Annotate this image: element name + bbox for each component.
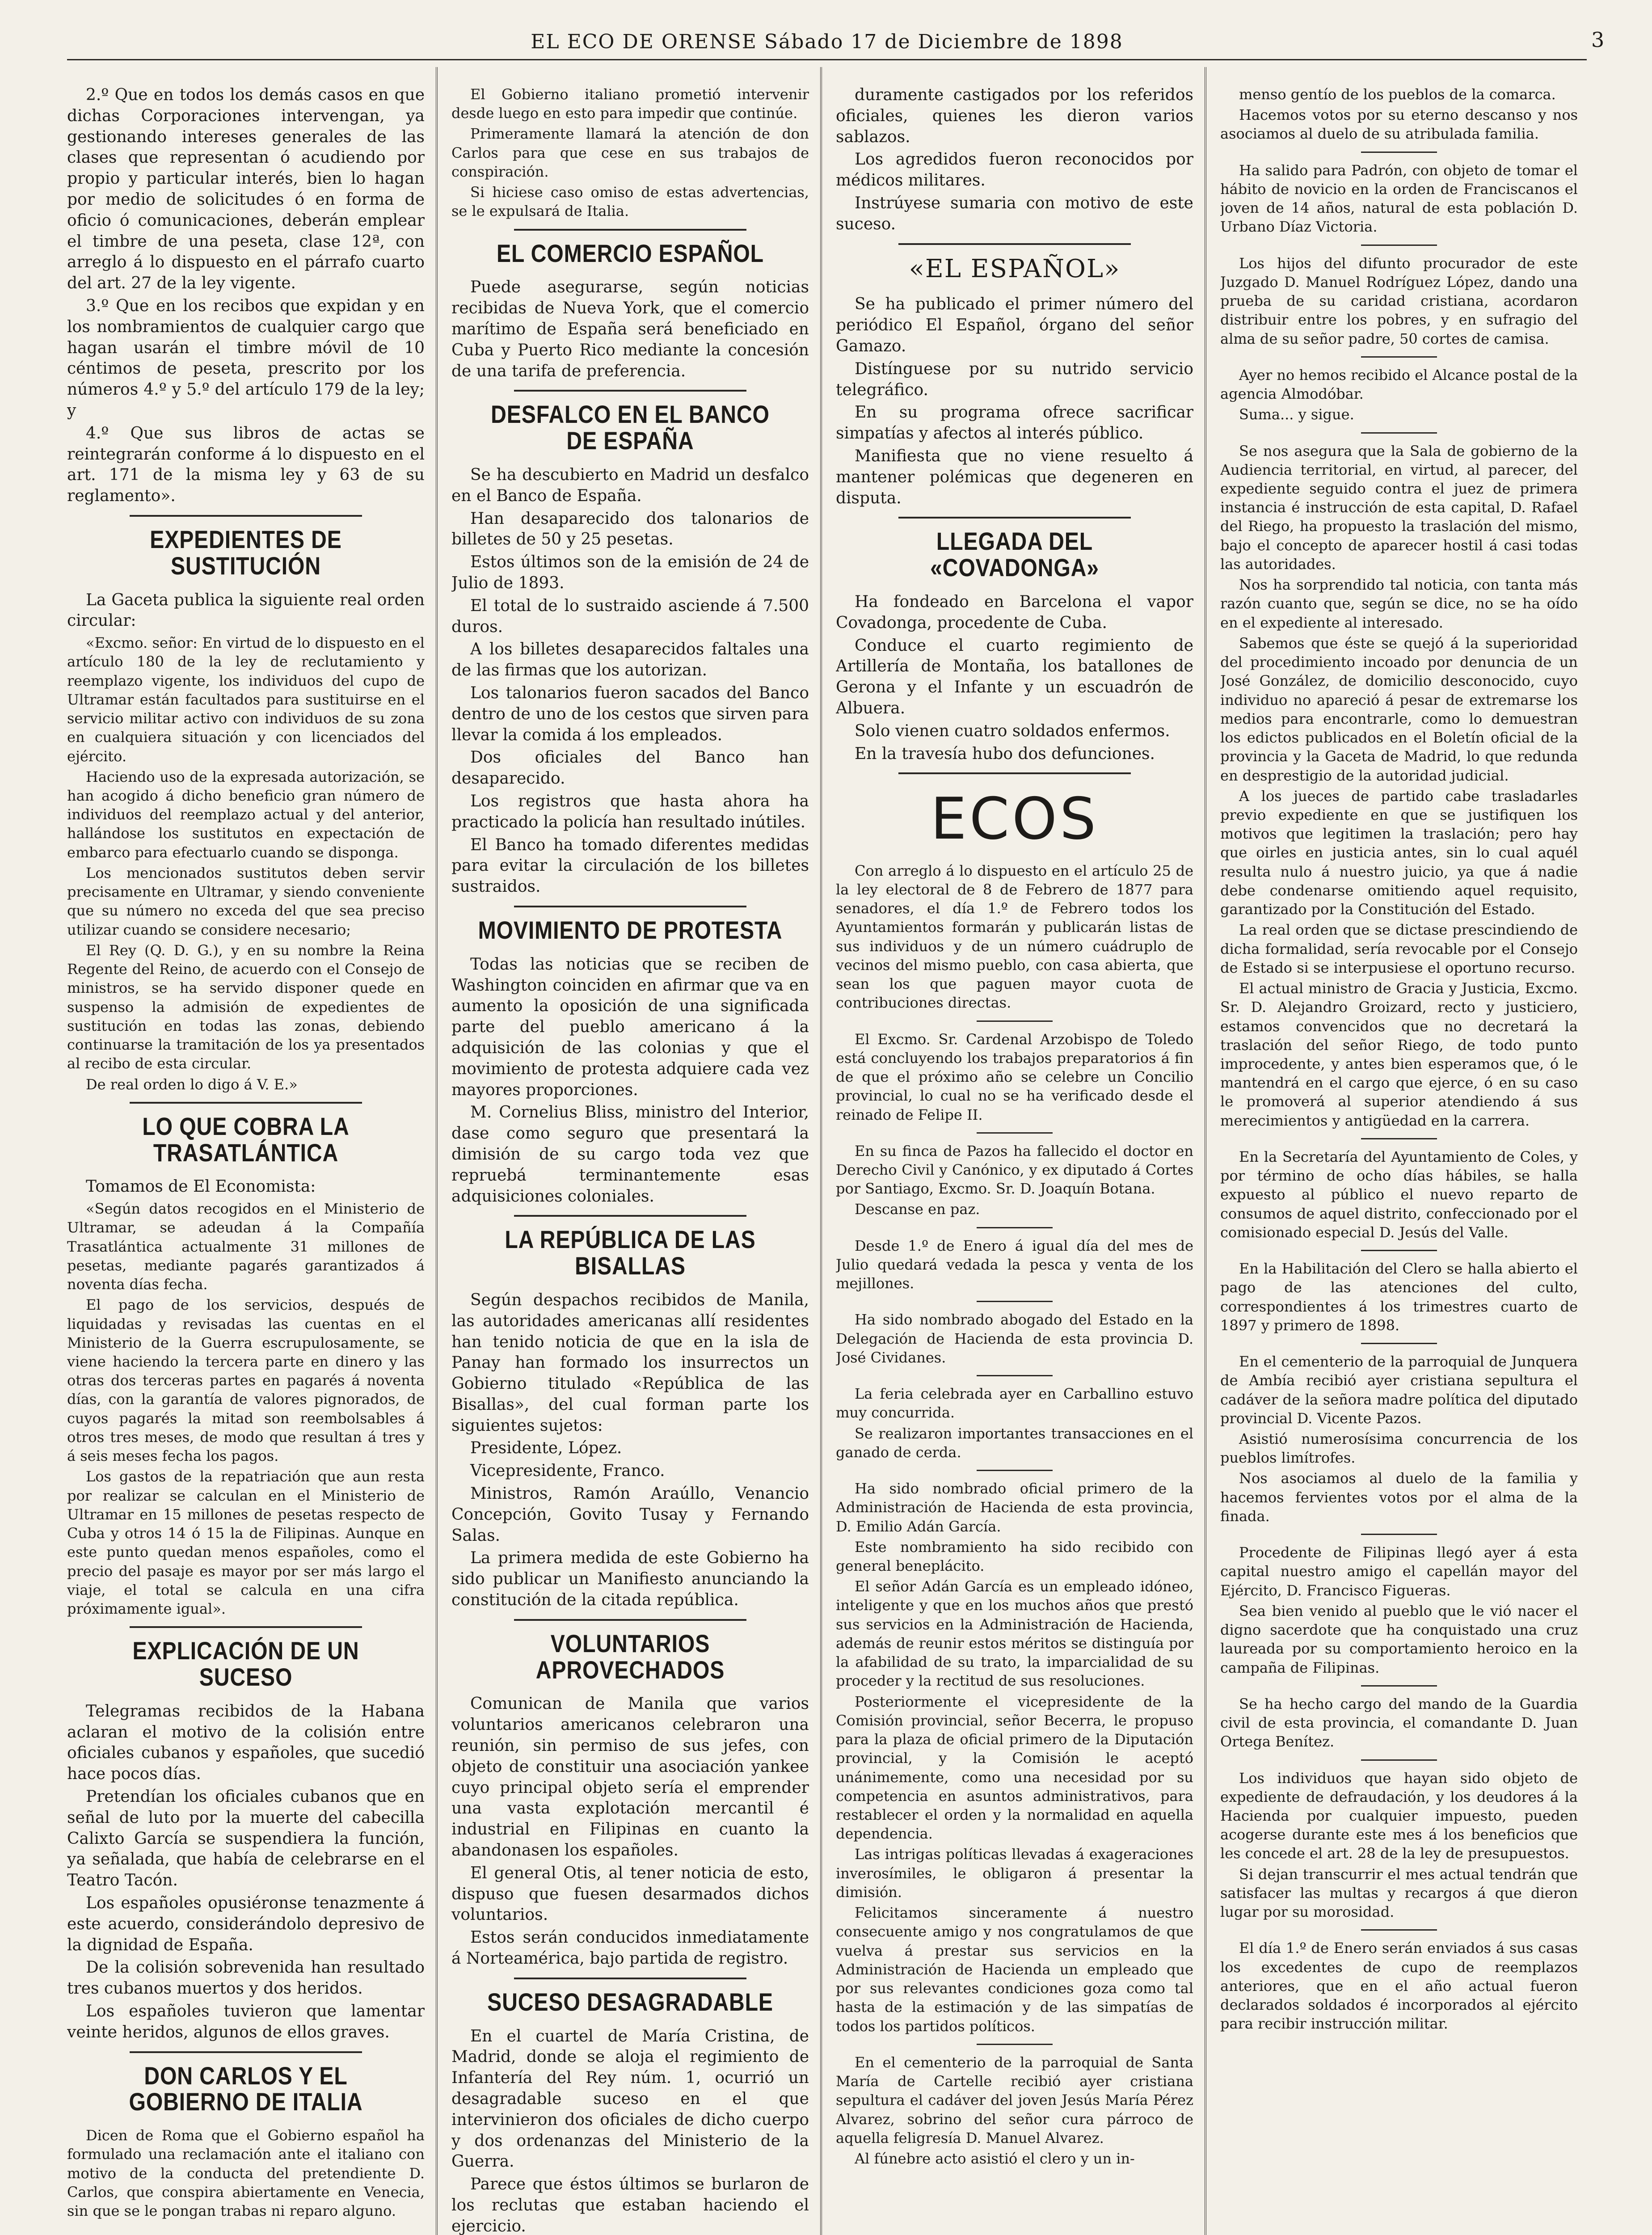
paragraph: Haciendo uso de la expresada autorización, se han acogido á dicho beneficio gran número de individuos del reemplazo actual y del anterior, hallándose los sustitutos en expectación de embarco para efectuarlo cuando se disponga. [67, 768, 425, 861]
paragraph: 2.º Que en todos los demás casos en que dichas Corporaciones intervengan, ya gestionando intereses generales de las clases que representan ó acudiendo por propio y particular interés, bien lo hagan por medio de solicitudes ó en forma de oficio ó comunicaciones, deberán emplear el timbre de una peseta, clase 12ª, con arreglo á lo dispuesto en el párrafo cuarto del art. 27 de la ley vigente. [67, 86, 425, 293]
column-divider [1205, 67, 1206, 2235]
paragraph: Ministros, Ramón Araúllo, Venancio Concepción, Govito Tusay y Fernando Salas. [451, 1484, 809, 1545]
divider [977, 1227, 1053, 1228]
divider [130, 515, 362, 517]
paragraph: Descanse en paz. [855, 1201, 980, 1218]
paragraph: En el cementerio de la parroquial de Santa María de Cartelle recibió ayer cristiana sepultura el cadáver del joven Jesús María Pérez Alvarez, sobrino del señor cura párroco de aquella feligresía D. Manuel Alvarez. [836, 2054, 1193, 2146]
paragraph: Nos asociamos al duelo de la familia y hacemos fervientes votos por el alma de la finada. [1220, 1470, 1578, 1525]
paragraph: Todas las noticias que se reciben de Washington coinciden en afirmar que va en aumento la oposición de una significada parte del pueblo americano á la adquisición de las colonias y que el movimiento de protesta adquiere cada vez mayores proporciones. [451, 955, 809, 1099]
column-1 [67, 85, 425, 2235]
paragraph: De real orden lo digo á V. E.» [86, 1075, 298, 1093]
divider [1361, 1534, 1437, 1535]
paragraph: En la Habilitación del Clero se halla abierto el pago de las atenciones del culto, correspondientes á los trimestres cuarto de 1897 y primero de 1898. [1220, 1260, 1578, 1334]
paragraph: Según despachos recibidos de Manila, las autoridades americanas allí residentes han tenido noticia de que en la isla de Panay han formado los insurrectos un Gobierno titulado «República de las Bisallas», del cual forman parte los siguientes sujetos: [451, 1290, 809, 1435]
paragraph: La Gaceta publica la siguiente real orden circular: [67, 590, 425, 630]
paragraph: «Excmo. señor: En virtud de lo dispuesto en el artículo 180 de la ley de reclutamiento y reemplazo vigente, los individuos del cupo de Ultramar están facultados para sustituirse en el servicio militar activo con individuos de su zona en cualquiera situación y con licenciados del ejército. [67, 634, 425, 765]
paragraph: Este nombramiento ha sido recibido con general beneplácito. [836, 1538, 1193, 1574]
divider [514, 229, 746, 231]
paragraph: Distínguese por su nutrido servicio telegráfico. [836, 359, 1193, 399]
paragraph: Los gastos de la repatriación que aun resta por realizar se calculan en el Ministerio de Ultramar en 15 millones de pesetas respecto de Cuba y otros 14 ó 15 la de Filipinas. Aunque en este punto quedan menos españoles, como el precio del pasaje es mayor por ser más largo el viaje, el total se calcula en una cifra próximamente igual». [67, 1468, 425, 1618]
paragraph: Las intrigas políticas llevadas á exageraciones inverosímiles, le obligaron á presentar la dimisión. [836, 1846, 1193, 1901]
divider [130, 2051, 362, 2053]
divider [1361, 245, 1437, 246]
headline-comercio: EL COMERCIO ESPAÑOL [497, 239, 764, 267]
divider [1361, 1759, 1437, 1761]
paragraph: La feria celebrada ayer en Carballino estuvo muy concurrida. [836, 1385, 1193, 1421]
paragraph: En la Secretaría del Ayuntamiento de Coles, y por término de ocho días hábiles, se halla expuesto al público el nuevo reparto de consumos de aquel distrito, confeccionado por el comisionado especial D. Jesús del Valle. [1220, 1148, 1578, 1241]
divider [1361, 1250, 1437, 1251]
masthead-rule [67, 59, 1587, 60]
divider [1361, 1138, 1437, 1139]
paragraph: De la colisión sobrevenida han resultado tres cubanos muertos y dos heridos. [67, 1958, 425, 1998]
paragraph: Se ha descubierto en Madrid un desfalco en el Banco de España. [451, 466, 809, 505]
paragraph: Vicepresidente, Franco. [470, 1462, 665, 1480]
divider [1361, 432, 1437, 434]
headline-el-espanol: «EL ESPAÑOL» [909, 254, 1121, 283]
paragraph: Sabemos que éste se quejó á la superioridad del procedimiento incoado por denuncia de un José González, de domicilio desconocido, cuyo individuo no apareció á pesar de extremarse los medios para encontrarle, como lo demuestran los edictos publicados en el Boletín oficial de la provincia y la Gaceta de Madrid, lo que redunda en desprestigio de la autoridad judicial. [1220, 634, 1578, 784]
paragraph: Conduce el cuarto regimiento de Artillería de Montaña, los batallones de Gerona y el Infante y un escuadrón de Albuera. [836, 636, 1193, 717]
paragraph: Han desaparecido dos talonarios de billetes de 50 y 25 pesetas. [451, 509, 809, 549]
paragraph: Ayer no hemos recibido el Alcance postal de la agencia Almodóbar. [1220, 366, 1578, 403]
divider [977, 1021, 1053, 1022]
paragraph: Los españoles opusiéronse tenazmente á este acuerdo, considerándolo depresivo de la dignidad de España. [67, 1894, 425, 1954]
paragraph: Puede asegurarse, según noticias recibidas de Nueva York, que el comercio marítimo de España será beneficiado en Cuba y Puerto Rico mediante la concesión de una tarifa de preferencia. [451, 278, 809, 380]
paragraph: El señor Adán García es un empleado idóneo, inteligente y que en los muchos años que prestó sus servicios en la Administración de Hacienda, además de reunir estos méritos se distinguía por la afabilidad de su trato, la imparcialidad de su proceder y la rectitud de sus resoluciones. [836, 1578, 1193, 1690]
divider [898, 772, 1131, 774]
paragraph: Primeramente llamará la atención de don Carlos para que cese en sus trabajos de conspiración. [451, 125, 809, 180]
paragraph: Estos serán conducidos inmediatamente á Norteamérica, bajo partida de registro. [451, 1928, 809, 1968]
paragraph: El Rey (Q. D. G.), y en su nombre la Reina Regente del Reino, de acuerdo con el Consejo de ministros, se ha servido disponer quede en suspenso la admisión de expedientes de sustitución en todas las zonas, debiendo continuarse la tramitación de los ya presentados al recibo de esta circular. [67, 941, 425, 1072]
paragraph: «Según datos recogidos en el Ministerio de Ultramar, se adeudan á la Compañía Trasatlántica actualmente 31 millones de pesetas, mediante pagarés garantizados á noventa días fecha. [67, 1200, 425, 1293]
divider [1361, 1685, 1437, 1687]
paragraph: Dicen de Roma que el Gobierno español ha formulado una reclamación ante el italiano con motivo de la conducta del pretendiente D. Carlos, que conspira abiertamente en Venecia, sin que se le pongan trabas ni reparo alguno. [67, 2127, 425, 2220]
paragraph: Asistió numerosísima concurrencia de los pueblos limítrofes. [1220, 1430, 1578, 1467]
paragraph: M. Cornelius Bliss, ministro del Interior, dase como seguro que presentará la dimisión de su cargo toda vez que repruebá terminantemente esas adquisiciones coloniales. [451, 1103, 809, 1206]
paragraph: duramente castigados por los referidos oficiales, quienes les dieron varios sablazos. [836, 86, 1193, 146]
paragraph: Si hiciese caso omiso de estas advertencias, se le expulsará de Italia. [451, 184, 809, 220]
paragraph: Presidente, López. [470, 1439, 622, 1458]
paragraph: En la travesía hubo dos defunciones. [855, 744, 1155, 763]
paragraph: 4.º Que sus libros de actas se reintegrarán conforme á lo dispuesto en el art. 171 de la misma ley y 63 de su reglamento». [67, 424, 425, 506]
divider [514, 1619, 746, 1621]
paragraph: Los españoles tuvieron que lamentar veinte heridos, algunos de ellos graves. [67, 2002, 425, 2041]
headline-movimiento: MOVIMIENTO DE PROTESTA [478, 915, 783, 944]
paragraph: Ha fondeado en Barcelona el vapor Covadonga, procedente de Cuba. [836, 592, 1193, 632]
paragraph: Pretendían los oficiales cubanos que en señal de luto por la muerte del cabecilla Calixto García se suspendiera la función, ya señalada, que había de celebrarse en el Teatro Tacón. [67, 1788, 425, 1890]
divider [977, 1470, 1053, 1471]
paragraph: Manifiesta que no viene resuelto á mantener polémicas que degeneren en disputa. [836, 447, 1193, 507]
divider [898, 517, 1131, 519]
divider [1361, 1343, 1437, 1344]
divider [977, 1301, 1053, 1302]
paragraph: Hacemos votos por su eterno descanso y nos asociamos al duelo de su atribulada familia. [1220, 106, 1578, 143]
paragraph: Ha sido nombrado oficial primero de la Administración de Hacienda de esta provincia, D. Emilio Adán García. [836, 1480, 1193, 1535]
headline-expedientes: EXPEDIENTES DE SUSTITUCIÓN [150, 525, 342, 580]
paragraph: Los individuos que hayan sido objeto de expediente de defraudación, y los deudores á la Hacienda por cualquier impuesto, pueden acogerse durante este mes á los beneficios que les concede el art. 28 de la ley de presupuestos. [1220, 1769, 1578, 1862]
paragraph: Instrúyese sumaria con motivo de este suceso. [836, 194, 1193, 233]
paragraph: Si dejan transcurrir el mes actual tendrán que satisfacer las multas y recargos á que dieron lugar por su morosidad. [1220, 1865, 1578, 1921]
headline-covadonga: LLEGADA DEL «COVADONGA» [930, 527, 1099, 582]
paragraph: Posteriormente el vicepresidente de la Comisión provincial, señor Becerra, le propuso para la plaza de oficial primero de la Diputación provincial, y la Comisión le aceptó unánimemente, como una necesidad por su competencia en asuntos administrativos, para restablecer el orden y la normalidad en aquella dependencia. [836, 1693, 1193, 1843]
paragraph: Se realizaron importantes transacciones en el ganado de cerda. [836, 1425, 1193, 1461]
headline-trasatlantica: LO QUE COBRA LA TRASATLÁNTICA [142, 1112, 350, 1167]
headline-desfalco: DESFALCO EN EL BANCO DE ESPAÑA [491, 400, 770, 455]
paragraph: El actual ministro de Gracia y Justicia, Excmo. Sr. D. Alejandro Groizard, recto y justiciero, estamos convencidos que no decretará la traslación del señor Riego, de todo punto improcedente, y antes bien esperamos que, ó le mantendrá en el cargo que ejerce, ó en su caso le promoverá al superior atendiendo á sus merecimientos y antigüedad en la carrera. [1220, 980, 1578, 1129]
paragraph: Telegramas recibidos de la Habana aclaran el motivo de la colisión entre oficiales cubanos y españoles, que sucedió hace pocos días. [67, 1702, 425, 1784]
paragraph: Los registros que hasta ahora ha practicado la policía han resultado inútiles. [451, 792, 809, 831]
paragraph: En el cuartel de María Cristina, de Madrid, donde se aloja el regimiento de Infantería del Rey núm. 1, ocurrió un desagradable suceso en el que intervinieron dos oficiales de dicho cuerpo y dos ordenanzas del Ministerio de la Guerra. [451, 2027, 809, 2171]
paragraph: Sea bien venido al pueblo que le vió nacer el digno sacerdote que ha conquistado una cruz laureada por su comportamiento heroico en la campaña de Filipinas. [1220, 1602, 1578, 1676]
paragraph: Los hijos del difunto procurador de este Juzgado D. Manuel Rodríguez López, dando una prueba de su caridad cristiana, acordaron distribuir entre los pobres, y en sufragio del alma de su señor padre, 50 cortes de camisa. [1220, 254, 1578, 347]
masthead: EL ECO DE ORENSE Sábado 17 de Diciembre de 1898 [531, 30, 1123, 53]
paragraph: El día 1.º de Enero serán enviados á sus casas los excedentes de cupo de reemplazos anteriores, que en el año actual fueron declarados soldados é incorporados al ejército para recibir instrucción militar. [1220, 1940, 1578, 2033]
divider [514, 390, 746, 392]
column-4 [1220, 85, 1578, 2235]
divider [977, 2044, 1053, 2045]
column-2 [451, 85, 809, 2235]
divider [130, 1102, 362, 1104]
paragraph: Con arreglo á lo dispuesto en el artículo 25 de la ley electoral de 8 de Febrero de 1877 para senadores, el día 1.º de Febrero todos los Ayuntamientos formarán y publicarán listas de sus individuos y de un número cuádruplo de vecinos del mismo pueblo, con casa abierta, que sean los que paguen mayor cuota de contribuciones directas. [836, 862, 1193, 1012]
paragraph: La real orden que se dictase prescindiendo de dicha formalidad, sería revocable por el Consejo de Estado si se interpusiese el oportuno recurso. [1220, 921, 1578, 976]
paragraph: Tomamos de El Economista: [86, 1177, 316, 1196]
divider [514, 1978, 746, 1979]
headline-don-carlos: DON CARLOS Y EL GOBIERNO DE ITALIA [129, 2061, 363, 2116]
paragraph: Parece que éstos últimos se burlaron de los reclutas que estaban haciendo el ejercicio. [451, 2175, 809, 2235]
paragraph: Estos últimos son de la emisión de 24 de Julio de 1893. [451, 553, 809, 592]
headline-suceso: SUCESO DESAGRADABLE [487, 1987, 773, 2016]
paragraph: Dos oficiales del Banco han desaparecido. [451, 748, 809, 788]
divider [898, 243, 1131, 245]
paragraph: A los jueces de partido cabe trasladarles previo expediente en que se justifiquen los motivos que legitimen la traslación; pero hay que oirles en justicia antes, sin lo cual aquél resulta nulo á nuestro juicio, ya que á nadie debe condenarse omitiendo aquel requisito, garantizado por la Constitución del Estado. [1220, 787, 1578, 918]
paragraph: El pago de los servicios, después de liquidadas y revisadas las cuentas en el Ministerio de la Guerra escrupulosamente, se viene haciendo la tercera parte en dinero y las otras dos terceras partes en pagarés á noventa días, con la garantía de valores pignorados, de cuyos pagarés la mitad son reembolsables á otros tres meses, de modo que resultan á tres y á seis meses fecha los pagos. [67, 1296, 425, 1465]
headline-explicacion: EXPLICACIÓN DE UN SUCESO [132, 1636, 359, 1691]
paragraph: Desde 1.º de Enero á igual día del mes de Julio quedará vedada la pesca y venta de los mejillones. [836, 1237, 1193, 1292]
divider [130, 1626, 362, 1628]
paragraph: Suma... y sigue. [1239, 406, 1354, 423]
paragraph: El Gobierno italiano prometió intervenir desde luego en esto para impedir que continúe. [451, 86, 809, 122]
column-divider [436, 67, 438, 2235]
paragraph: El general Otis, al tener noticia de esto, dispuso que fuesen desarmados dichos voluntarios. [451, 1864, 809, 1924]
paragraph: Se ha publicado el primer número del periódico El Español, órgano del señor Gamazo. [836, 295, 1193, 355]
paragraph: Ha sido nombrado abogado del Estado en la Delegación de Hacienda de esta provincia D. José Cividanes. [836, 1311, 1193, 1366]
divider [1361, 152, 1437, 153]
paragraph: El Banco ha tomado diferentes medidas para evitar la circulación de los billetes sustraidos. [451, 835, 809, 896]
divider [977, 1375, 1053, 1376]
paragraph: En el cementerio de la parroquial de Junquera de Ambía recibió ayer cristiana sepultura el cadáver de la señora madre política del diputado provincial D. Vicente Pazos. [1220, 1353, 1578, 1427]
paragraph: Se nos asegura que la Sala de gobierno de la Audiencia territorial, en virtud, al parecer, del expediente seguido contra el juez de primera instancia é instrucción de esta capital, D. Rafael del Riego, ha propuesto la traslación del mismo, bajo el concepto de aparecer hostil á casi todas las autoridades. [1220, 442, 1578, 573]
paragraph: Nos ha sorprendido tal noticia, con tanta más razón cuanto que, según se dice, no se ha oído en el expediente al interesado. [1220, 576, 1578, 631]
paragraph: Se ha hecho cargo del mando de la Guardia civil de esta provincia, el comandante D. Juan Ortega Benítez. [1220, 1695, 1578, 1750]
paragraph: Ha salido para Padrón, con objeto de tomar el hábito de novicio en la orden de Franciscanos el joven de 14 años, natural de esta población D. Urbano Díaz Victoria. [1220, 161, 1578, 236]
headline-voluntarios: VOLUNTARIOS APROVECHADOS [535, 1629, 725, 1684]
paragraph: El Excmo. Sr. Cardenal Arzobispo de Toledo está concluyendo los trabajos preparatorios á fin de que el próximo año se celebre un Concilio provincial, lo cual no se ha verificado desde el reinado de Felipe II. [836, 1030, 1193, 1123]
paragraph: 3.º Que en los recibos que expidan y en los nombramientos de cualquier cargo que hagan usarán el timbre móvil de 10 céntimos de peseta, prescrito por los números 4.º y 5.º del artículo 179 de la ley; y [67, 296, 425, 420]
paragraph: Los agredidos fueron reconocidos por médicos militares. [836, 150, 1193, 190]
paragraph: Procedente de Filipinas llegó ayer á esta capital nuestro amigo el capellán mayor del Ejército, D. Francisco Figueras. [1220, 1544, 1578, 1599]
paragraph: menso gentío de los pueblos de la comarca. [1239, 86, 1556, 103]
headline-republica: LA REPÚBLICA DE LAS BISALLAS [505, 1225, 756, 1280]
section-title-ecos: ECOS [930, 786, 1099, 853]
paragraph: En su programa ofrece sacrificar simpatías y afectos al interés público. [836, 403, 1193, 443]
divider [977, 1132, 1053, 1134]
divider [1361, 1929, 1437, 1931]
paragraph: Felicitamos sinceramente á nuestro consecuente amigo y nos congratulamos de que vuelva á prestar sus servicios en la Administración de Hacienda un empleado que por sus relevantes condiciones goza como tal hasta de la estimación y de las simpatías de todos los partidos políticos. [836, 1904, 1193, 2035]
paragraph: En su finca de Pazos ha fallecido el doctor en Derecho Civil y Canónico, y ex diputado á Cortes por Santiago, Excmo. Sr. D. Joaquín Botana. [836, 1142, 1193, 1198]
paragraph: A los billetes desaparecidos faltales una de las firmas que los autorizan. [451, 640, 809, 680]
page-number: 3 [1591, 28, 1605, 52]
divider [514, 1215, 746, 1217]
column-divider [820, 67, 822, 2235]
paragraph: El total de lo sustraido asciende á 7.500 duros. [451, 596, 809, 636]
divider [514, 906, 746, 907]
paragraph: La primera medida de este Gobierno ha sido publicar un Manifiesto anunciando la constitución de la citada república. [451, 1549, 809, 1610]
column-3 [836, 85, 1193, 2235]
paragraph: Los mencionados sustitutos deben servir precisamente en Ultramar, y siendo conveniente que su número no exceda del que sea preciso utilizar cuando se considere necesario; [67, 864, 425, 938]
paragraph: Al fúnebre acto asistió el clero y un in- [855, 2150, 1135, 2167]
divider [1361, 356, 1437, 358]
paragraph: Los talonarios fueron sacados del Banco dentro de uno de los cestos que sirven para llevar la comida á los empleados. [451, 683, 809, 744]
paragraph: Comunican de Manila que varios voluntarios americanos celebraron una reunión, sin permiso de sus jefes, con objeto de constituir una asociación yankee cuyo principal objeto sería el emprender una vasta explotación mercantil é industrial en Filipinas en cuanto la abandonasen los españoles. [451, 1695, 809, 1860]
paragraph: Solo vienen cuatro soldados enfermos. [855, 721, 1170, 740]
